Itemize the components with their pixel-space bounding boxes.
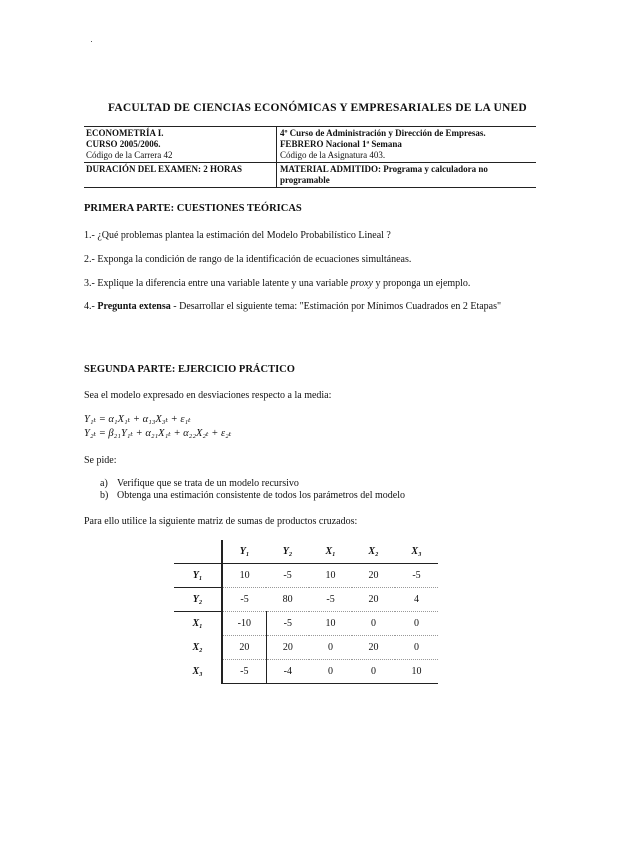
academic-year: CURSO 2005/2006.	[86, 139, 161, 149]
se-pide-label: Se pide:	[84, 455, 117, 466]
matrix-col-header: X₃	[395, 540, 438, 564]
matrix-cell: 20	[352, 636, 395, 660]
matrix-row	[174, 564, 438, 588]
matrix-cell: 10	[309, 564, 352, 588]
matrix-cell: 20	[222, 636, 266, 660]
matrix-row	[174, 588, 438, 612]
matrix-cell: -5	[222, 588, 266, 612]
matrix-cell: 20	[352, 564, 395, 588]
matrix-cell: 20	[352, 588, 395, 612]
exam-session: FEBRERO Nacional 1ª Semana	[279, 139, 402, 149]
course-degree: 4º Curso de Administración y Dirección de Empresas.	[279, 128, 486, 138]
list-item	[100, 490, 405, 502]
matrix-cell: 20	[266, 636, 309, 660]
model-intro: Sea el modelo expresado en desviaciones respecto a la media:	[84, 390, 332, 401]
matrix-col-header: Y₂	[266, 540, 309, 564]
career-code: Código de la Carrera 42	[86, 150, 173, 160]
exam-info-table	[84, 126, 536, 188]
course-info-right	[276, 127, 536, 163]
scan-speck	[91, 41, 92, 42]
question-1: 1.- ¿Qué problemas plantea la estimación del Modelo Probabilístico Lineal ?	[84, 230, 391, 241]
matrix-row-header: Y₂	[174, 588, 222, 612]
matrix-cell: 10	[222, 564, 266, 588]
matrix-col-header: Y₁	[222, 540, 266, 564]
matrix-row	[174, 636, 438, 660]
question-3-proxy: proxy	[350, 278, 373, 289]
course-info-left	[84, 127, 276, 163]
matrix-row-header: Y₁	[174, 564, 222, 588]
matrix-cell: -5	[266, 612, 309, 636]
task-list	[100, 478, 405, 502]
question-3	[84, 277, 534, 290]
matrix-cell: -10	[222, 612, 266, 636]
matrix-cell: 4	[395, 588, 438, 612]
matrix-cell: 0	[395, 636, 438, 660]
subject-name: ECONOMETRÍA I.	[86, 128, 164, 138]
matrix-cell: 0	[395, 612, 438, 636]
part2-title: SEGUNDA PARTE: EJERCICIO PRÁCTICO	[84, 364, 295, 375]
matrix-row-header: X₁	[192, 618, 203, 630]
question-3-text-a: 3.- Explique la diferencia entre una variable latente y una variable	[84, 278, 351, 289]
list-item	[100, 478, 405, 490]
part1-title: PRIMERA PARTE: CUESTIONES TEÓRICAS	[84, 203, 302, 214]
matrix-intro: Para ello utilice la siguiente matriz de sumas de productos cruzados:	[84, 516, 358, 527]
list-item-label: a)	[100, 478, 108, 489]
matrix-row-header: X₃	[192, 666, 203, 677]
matrix-cell: 0	[352, 660, 395, 684]
subject-code: Código de la Asignatura 403.	[279, 150, 386, 160]
equation-1: Y₁ₜ = α₁X₁ₜ + α₁₃X₃ₜ + ε₁ₜ	[84, 414, 191, 425]
matrix-cell: 10	[309, 612, 352, 636]
matrix-cell: 0	[309, 636, 352, 660]
matrix-row	[174, 660, 438, 684]
matrix-row	[174, 612, 438, 636]
list-item-text: Obtenga una estimación consistente de todos los parámetros del modelo	[117, 490, 405, 501]
cross-products-matrix	[174, 540, 438, 684]
matrix-col-header: X₁	[309, 540, 352, 564]
matrix-cell: -4	[266, 660, 309, 684]
matrix-cell: -5	[266, 564, 309, 588]
question-2: 2.- Exponga la condición de rango de la identificación de ecuaciones simultáneas.	[84, 254, 412, 265]
question-4-number: 4.-	[84, 301, 98, 312]
exam-duration: DURACIÓN DEL EXAMEN: 2 HORAS	[84, 163, 276, 188]
matrix-col-header: X₂	[352, 540, 395, 564]
question-4-bold: Pregunta extensa	[97, 301, 171, 312]
matrix-cell: 0	[352, 612, 395, 636]
question-3-text-b: y proponga un ejemplo.	[372, 278, 471, 289]
matrix-corner	[174, 540, 222, 564]
list-item-text: Verifique que se trata de un modelo recursivo	[117, 478, 299, 489]
matrix-cell: -5	[309, 588, 352, 612]
matrix-cell: 80	[266, 588, 309, 612]
matrix-cell: 10	[395, 660, 438, 684]
question-4-text: - Desarrollar el siguiente tema: "Estimación por Mínimos Cuadrados en 2 Etapas"	[170, 301, 502, 312]
matrix-row-header: X₂	[192, 642, 203, 653]
matrix-cell: -5	[395, 564, 438, 588]
equation-2: Y₂ₜ = β₂₁Y₁ₜ + α₂₁X₁ₜ + α₂₂X₂ₜ + ε₂ₜ	[84, 428, 232, 439]
faculty-title: FACULTAD DE CIENCIAS ECONÓMICAS Y EMPRESARIALES DE LA UNED	[108, 102, 527, 114]
list-item-label: b)	[100, 490, 109, 501]
matrix-cell: 0	[309, 660, 352, 684]
allowed-material: MATERIAL ADMITIDO: Programa y calculadora no programable	[276, 163, 536, 188]
matrix-cell: -5	[222, 660, 266, 684]
question-4	[84, 300, 534, 313]
